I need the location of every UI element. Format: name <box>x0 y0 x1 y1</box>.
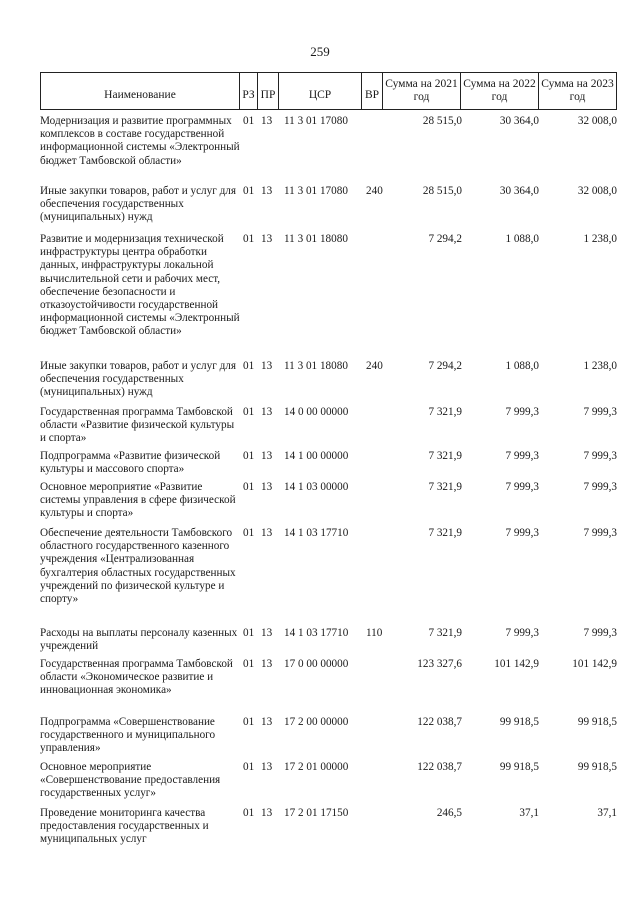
row-sum-2023: 101 142,9 <box>572 658 617 670</box>
row-sum-2023: 7 999,3 <box>583 406 617 418</box>
row-rz: 01 <box>243 481 255 493</box>
header-sum-2021: Сумма на 2021 год <box>383 73 461 109</box>
row-sum-2023: 7 999,3 <box>583 627 617 639</box>
row-csr: 17 2 00 00000 <box>284 716 349 728</box>
header-name: Наименование <box>41 73 240 109</box>
row-pr: 13 <box>261 450 273 462</box>
row-pr: 13 <box>261 658 273 670</box>
row-csr: 14 1 00 00000 <box>284 450 349 462</box>
row-sum-2021: 7 321,9 <box>428 527 462 539</box>
row-sum-2021: 7 321,9 <box>428 450 462 462</box>
row-rz: 01 <box>243 761 255 773</box>
row-sum-2022: 7 999,3 <box>505 450 539 462</box>
row-sum-2023: 32 008,0 <box>577 115 617 127</box>
row-name: Обеспечение деятельности Тамбовского областного государственного казенного учреждения «Централизованная бухгалтерия областных государственных учреждений по физической культуре и спорту» <box>40 527 236 606</box>
row-sum-2022: 1 088,0 <box>505 360 539 372</box>
row-rz: 01 <box>243 406 255 418</box>
row-sum-2023: 32 008,0 <box>577 185 617 197</box>
row-rz: 01 <box>243 807 255 819</box>
row-sum-2021: 123 327,6 <box>417 658 462 670</box>
row-pr: 13 <box>261 761 273 773</box>
row-name: Основное мероприятие «Развитие системы управления в сфере физической культуры и спорта» <box>40 481 236 520</box>
row-sum-2022: 37,1 <box>519 807 539 819</box>
row-sum-2021: 7 321,9 <box>428 481 462 493</box>
row-sum-2022: 7 999,3 <box>505 481 539 493</box>
row-sum-2022: 30 364,0 <box>499 185 539 197</box>
row-sum-2023: 7 999,3 <box>583 450 617 462</box>
row-sum-2022: 99 918,5 <box>499 761 539 773</box>
row-sum-2021: 246,5 <box>436 807 462 819</box>
table-header <box>40 72 617 110</box>
row-pr: 13 <box>261 233 273 245</box>
row-name: Подпрограмма «Совершенствование государственного и муниципального управления» <box>40 716 216 755</box>
row-sum-2022: 1 088,0 <box>505 233 539 245</box>
row-pr: 13 <box>261 406 273 418</box>
row-pr: 13 <box>261 481 273 493</box>
row-sum-2021: 7 294,2 <box>428 233 462 245</box>
page-number: 259 <box>310 44 330 59</box>
header-rz: РЗ <box>240 73 258 109</box>
row-name: Иные закупки товаров, работ и услуг для обеспечения государственных (муниципальных) нужд <box>40 360 237 399</box>
row-csr: 14 1 03 17710 <box>284 527 349 539</box>
row-pr: 13 <box>261 716 273 728</box>
row-sum-2023: 99 918,5 <box>577 716 617 728</box>
row-sum-2021: 28 515,0 <box>422 115 462 127</box>
row-sum-2022: 30 364,0 <box>499 115 539 127</box>
row-name: Государственная программа Тамбовской области «Экономическое развитие и инновационная экономика» <box>40 658 233 697</box>
row-name: Расходы на выплаты персоналу казенных учреждений <box>40 627 238 653</box>
row-csr: 17 0 00 00000 <box>284 658 349 670</box>
row-rz: 01 <box>243 527 255 539</box>
row-vr: 240 <box>366 360 383 372</box>
row-name: Государственная программа Тамбовской области «Развитие физической культуры и спорта» <box>40 406 235 445</box>
row-rz: 01 <box>243 185 255 197</box>
row-sum-2023: 7 999,3 <box>583 481 617 493</box>
header-csr: ЦСР <box>279 73 362 109</box>
row-pr: 13 <box>261 527 273 539</box>
row-sum-2023: 1 238,0 <box>583 360 617 372</box>
row-sum-2021: 28 515,0 <box>422 185 462 197</box>
row-sum-2021: 7 321,9 <box>428 406 462 418</box>
row-pr: 13 <box>261 807 273 819</box>
row-csr: 17 2 01 00000 <box>284 761 349 773</box>
row-csr: 11 3 01 18080 <box>284 233 348 245</box>
row-rz: 01 <box>243 115 255 127</box>
row-sum-2022: 99 918,5 <box>499 716 539 728</box>
row-vr: 110 <box>366 627 383 639</box>
row-sum-2022: 7 999,3 <box>505 527 539 539</box>
row-csr: 14 1 03 17710 <box>284 627 349 639</box>
row-csr: 14 1 03 00000 <box>284 481 349 493</box>
row-rz: 01 <box>243 450 255 462</box>
header-sum-2022: Сумма на 2022 год <box>461 73 539 109</box>
row-sum-2022: 7 999,3 <box>505 627 539 639</box>
row-rz: 01 <box>243 360 255 372</box>
row-name: Развитие и модернизация технической инфраструктуры центра обработки данных, инфраструктуры локальной вычислительной сети и рабочих мест, обеспечение безопасности и отказоустойчивости государственной информационной системы «Электронный бюджет Тамбовской области» <box>40 233 240 338</box>
row-sum-2021: 7 294,2 <box>428 360 462 372</box>
header-sum-2023: Сумма на 2023 год <box>541 78 614 103</box>
row-sum-2021: 122 038,7 <box>417 761 462 773</box>
row-sum-2023: 37,1 <box>597 807 617 819</box>
row-sum-2022: 101 142,9 <box>494 658 539 670</box>
row-pr: 13 <box>261 115 273 127</box>
row-sum-2021: 7 321,9 <box>428 627 462 639</box>
row-csr: 14 0 00 00000 <box>284 406 349 418</box>
row-name: Иные закупки товаров, работ и услуг для обеспечения государственных (муниципальных) нужд <box>40 185 237 224</box>
row-vr: 240 <box>366 185 383 197</box>
row-name: Модернизация и развитие программных комплексов в составе государственной информационной системы «Электронный бюджет Тамбовской области» <box>40 115 240 167</box>
row-name: Проведение мониторинга качества предоставления государственных и муниципальных услуг <box>40 807 209 846</box>
row-pr: 13 <box>261 627 273 639</box>
row-csr: 17 2 01 17150 <box>284 807 349 819</box>
row-sum-2023: 7 999,3 <box>583 527 617 539</box>
header-vr: ВР <box>362 73 383 109</box>
row-rz: 01 <box>243 627 255 639</box>
row-pr: 13 <box>261 185 273 197</box>
row-rz: 01 <box>243 658 255 670</box>
row-rz: 01 <box>243 233 255 245</box>
row-csr: 11 3 01 18080 <box>284 360 348 372</box>
row-pr: 13 <box>261 360 273 372</box>
row-sum-2022: 7 999,3 <box>505 406 539 418</box>
row-sum-2023: 99 918,5 <box>577 761 617 773</box>
row-csr: 11 3 01 17080 <box>284 115 348 127</box>
row-csr: 11 3 01 17080 <box>284 185 348 197</box>
row-name: Подпрограмма «Развитие физической культуры и массового спорта» <box>40 450 221 476</box>
header-pr: ПР <box>258 73 279 109</box>
row-sum-2021: 122 038,7 <box>417 716 462 728</box>
row-name: Основное мероприятие «Совершенствование предоставления государственных услуг» <box>40 761 221 800</box>
row-rz: 01 <box>243 716 255 728</box>
row-sum-2023: 1 238,0 <box>583 233 617 245</box>
